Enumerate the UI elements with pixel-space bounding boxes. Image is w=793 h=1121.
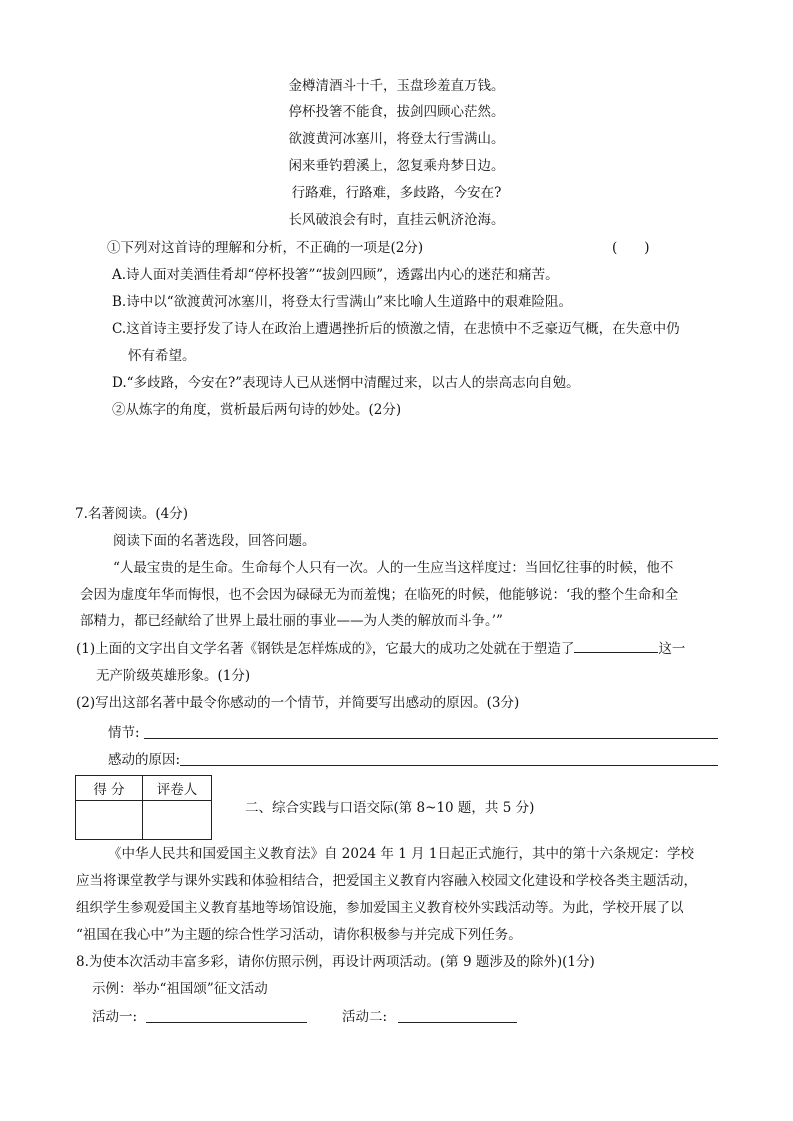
q7-intro: 阅读下面的名著选段，回答问题。 bbox=[113, 533, 316, 549]
poem-line-5: 行路难，行路难，多歧路，今安在? bbox=[291, 185, 502, 201]
q8-activity2-label: 活动二: bbox=[342, 1009, 388, 1025]
q6-option-a[interactable]: A.诗人面对美酒佳肴却“停杯投箸”“拔剑四顾”，透露出内心的迷茫和痛苦。 bbox=[112, 267, 559, 283]
q7-sub2: (2)写出这部名著中最令你感动的一个情节，并简要写出感动的原因。(3分) bbox=[76, 695, 520, 711]
poem-line-2: 停杯投箸不能食，拔剑四顾心茫然。 bbox=[288, 104, 505, 120]
q7-reason-label: 感动的原因: bbox=[108, 752, 181, 768]
q8-activity2-answer-line[interactable] bbox=[398, 1022, 517, 1023]
q7-quote-line1: “人最宝贵的是生命。生命每个人只有一次。人的一生应当这样度过：当回忆往事的时候，他不 bbox=[113, 560, 674, 576]
poem-line-3: 欲渡黄河冰塞川，将登太行雪满山。 bbox=[288, 131, 505, 147]
q7-sub1-line1 bbox=[76, 640, 685, 658]
q7-quote-line3: 部精力，都已经献给了世界上最壮丽的事业——为人类的解放而斗争。’” bbox=[80, 613, 503, 629]
q6-sub1: ①下列对这首诗的理解和分析，不正确的一项是(2分) bbox=[107, 240, 424, 256]
q7-sub1-line2: 无产阶级英雄形象。(1分) bbox=[96, 668, 251, 684]
section2-para-line4: “祖国在我心中”为主题的综合性学习活动，请你积极参与并完成下列任务。 bbox=[76, 927, 522, 943]
q7-quote-line2: 会因为虚度年华而悔恨，也不会因为碌碌无为而羞愧；在临死的时候，他能够说：‘我的整个生命和全 bbox=[80, 587, 679, 603]
section2-para-line1: 《中华人民共和国爱国主义教育法》自 2024 年 1 月 1日起正式施行，其中的第十六条规定：学校 bbox=[108, 846, 694, 862]
grader-cell[interactable] bbox=[143, 801, 212, 840]
q8-title: 8.为使本次活动丰富多彩，请你仿照示例，再设计两项活动。(第 9 题涉及的除外)(1分) bbox=[76, 954, 595, 970]
q8-activity1-answer-line[interactable] bbox=[146, 1022, 307, 1023]
score-box bbox=[75, 775, 212, 840]
poem-line-1: 金樽清酒斗十千，玉盘珍羞直万钱。 bbox=[288, 78, 505, 94]
poem-line-6: 长风破浪会有时，直挂云帆济沧海。 bbox=[288, 212, 505, 228]
q7-reason-answer-line[interactable] bbox=[180, 765, 718, 766]
q7-plot-answer-line[interactable] bbox=[144, 738, 718, 739]
grader-label: 评卷人 bbox=[143, 776, 212, 801]
q6-answer-paren[interactable]: ( ) bbox=[612, 240, 650, 256]
q7-sub1-text: (1)上面的文字出自文学名著《钢铁是怎样炼成的》，它最大的成功之处就在于塑造了 bbox=[76, 641, 575, 657]
score-label: 得 分 bbox=[76, 776, 143, 801]
q6-option-c-line2: 怀有希望。 bbox=[128, 348, 196, 364]
section2-title: 二、综合实践与口语交际(第 8~10 题，共 5 分) bbox=[245, 800, 535, 816]
score-cell[interactable] bbox=[76, 801, 143, 840]
q8-example: 示例：举办“祖国颂”征文活动 bbox=[92, 981, 268, 997]
q6-option-d[interactable]: D.“多歧路，今安在?”表现诗人已从迷惘中清醒过来，以古人的崇高志向自勉。 bbox=[112, 375, 580, 391]
q6-option-c-line1[interactable]: C.这首诗主要抒发了诗人在政治上遭遇挫折后的愤激之情，在悲愤中不乏豪迈气概，在失意中仍 bbox=[112, 321, 680, 337]
q7-sub1-blank[interactable] bbox=[574, 640, 658, 653]
poem-line-4: 闲来垂钓碧溪上，忽复乘舟梦日边。 bbox=[288, 158, 505, 174]
q6-sub2: ②从炼字的角度，赏析最后两句诗的妙处。(2分) bbox=[112, 402, 402, 418]
q8-activity1-label: 活动一: bbox=[92, 1009, 138, 1025]
q6-option-b[interactable]: B.诗中以“欲渡黄河冰塞川，将登太行雪满山”来比喻人生道路中的艰难险阻。 bbox=[112, 294, 573, 310]
section2-para-line3: 组织学生参观爱国主义教育基地等场馆设施，参加爱国主义教育校外实践活动等。为此，学校开展了以 bbox=[76, 900, 684, 916]
q7-title: 7.名著阅读。(4分) bbox=[75, 506, 189, 522]
q7-sub1-tail: 这一 bbox=[658, 641, 686, 657]
section2-para-line2: 应当将课堂教学与课外实践和体验相结合，把爱国主义教育内容融入校园文化建设和学校各类主题活动， bbox=[76, 873, 697, 889]
q7-plot-label: 情节: bbox=[108, 725, 140, 741]
